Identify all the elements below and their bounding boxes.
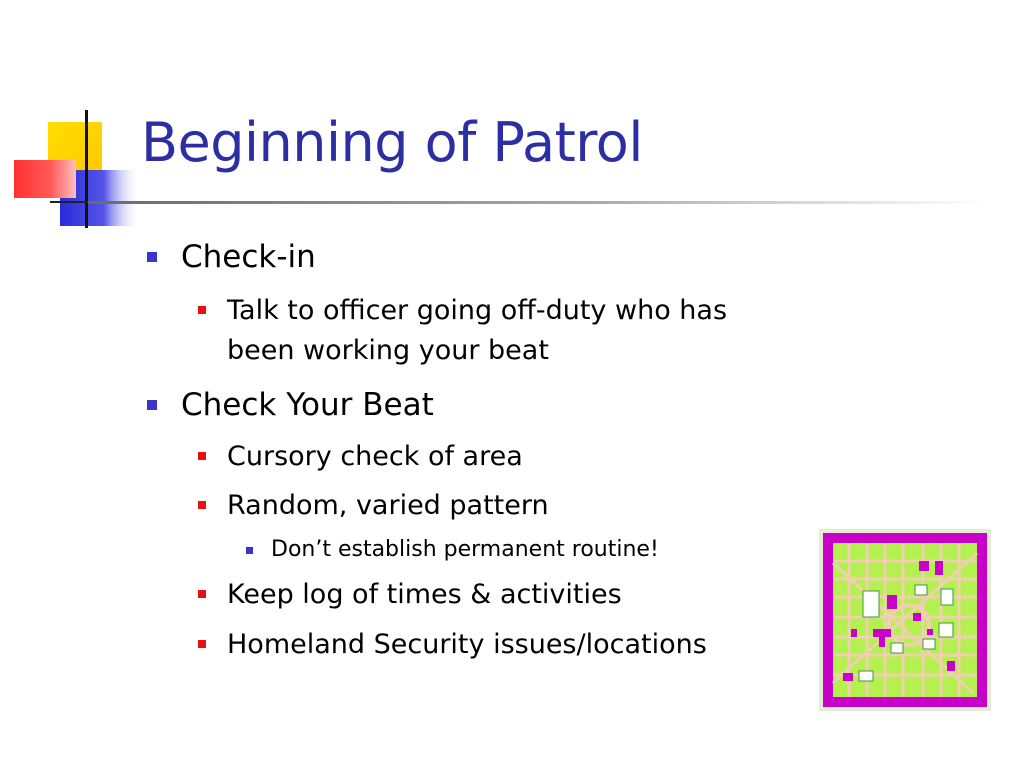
sub-sub-bullet-item xyxy=(271,536,659,564)
square-bullet-icon xyxy=(147,252,157,262)
square-bullet-icon xyxy=(198,501,206,509)
sub-bullet-item xyxy=(227,626,707,664)
square-bullet-icon xyxy=(147,400,157,410)
bullet-text: Cursory check of area xyxy=(227,441,523,472)
bullet-item xyxy=(181,386,434,424)
map-icon xyxy=(823,533,987,707)
square-bullet-icon xyxy=(198,452,206,460)
square-bullet-icon xyxy=(198,640,206,648)
bullet-text: Talk to officer going off-duty who has xyxy=(227,295,728,326)
bullet-text: Check Your Beat xyxy=(181,387,434,423)
square-bullet-icon xyxy=(198,306,206,314)
bullet-text: Keep log of times & activities xyxy=(227,579,622,610)
square-bullet-icon xyxy=(198,590,206,598)
bullet-text: Don’t establish permanent routine! xyxy=(271,537,659,562)
slide-title: Beginning of Patrol xyxy=(141,111,643,174)
bullet-text: Check-in xyxy=(181,239,316,275)
bullet-text: been working your beat xyxy=(227,335,549,366)
bullet-item xyxy=(181,238,316,276)
square-bullet-icon xyxy=(246,547,253,554)
beat-map-image xyxy=(819,529,991,711)
sub-bullet-continuation xyxy=(227,332,549,370)
sub-bullet-item xyxy=(227,438,523,476)
bullet-text: Homeland Security issues/locations xyxy=(227,629,707,660)
sub-bullet-item xyxy=(227,292,727,330)
sub-bullet-item xyxy=(227,576,622,614)
bullet-text: Random, varied pattern xyxy=(227,490,549,521)
sub-bullet-item xyxy=(227,487,549,525)
